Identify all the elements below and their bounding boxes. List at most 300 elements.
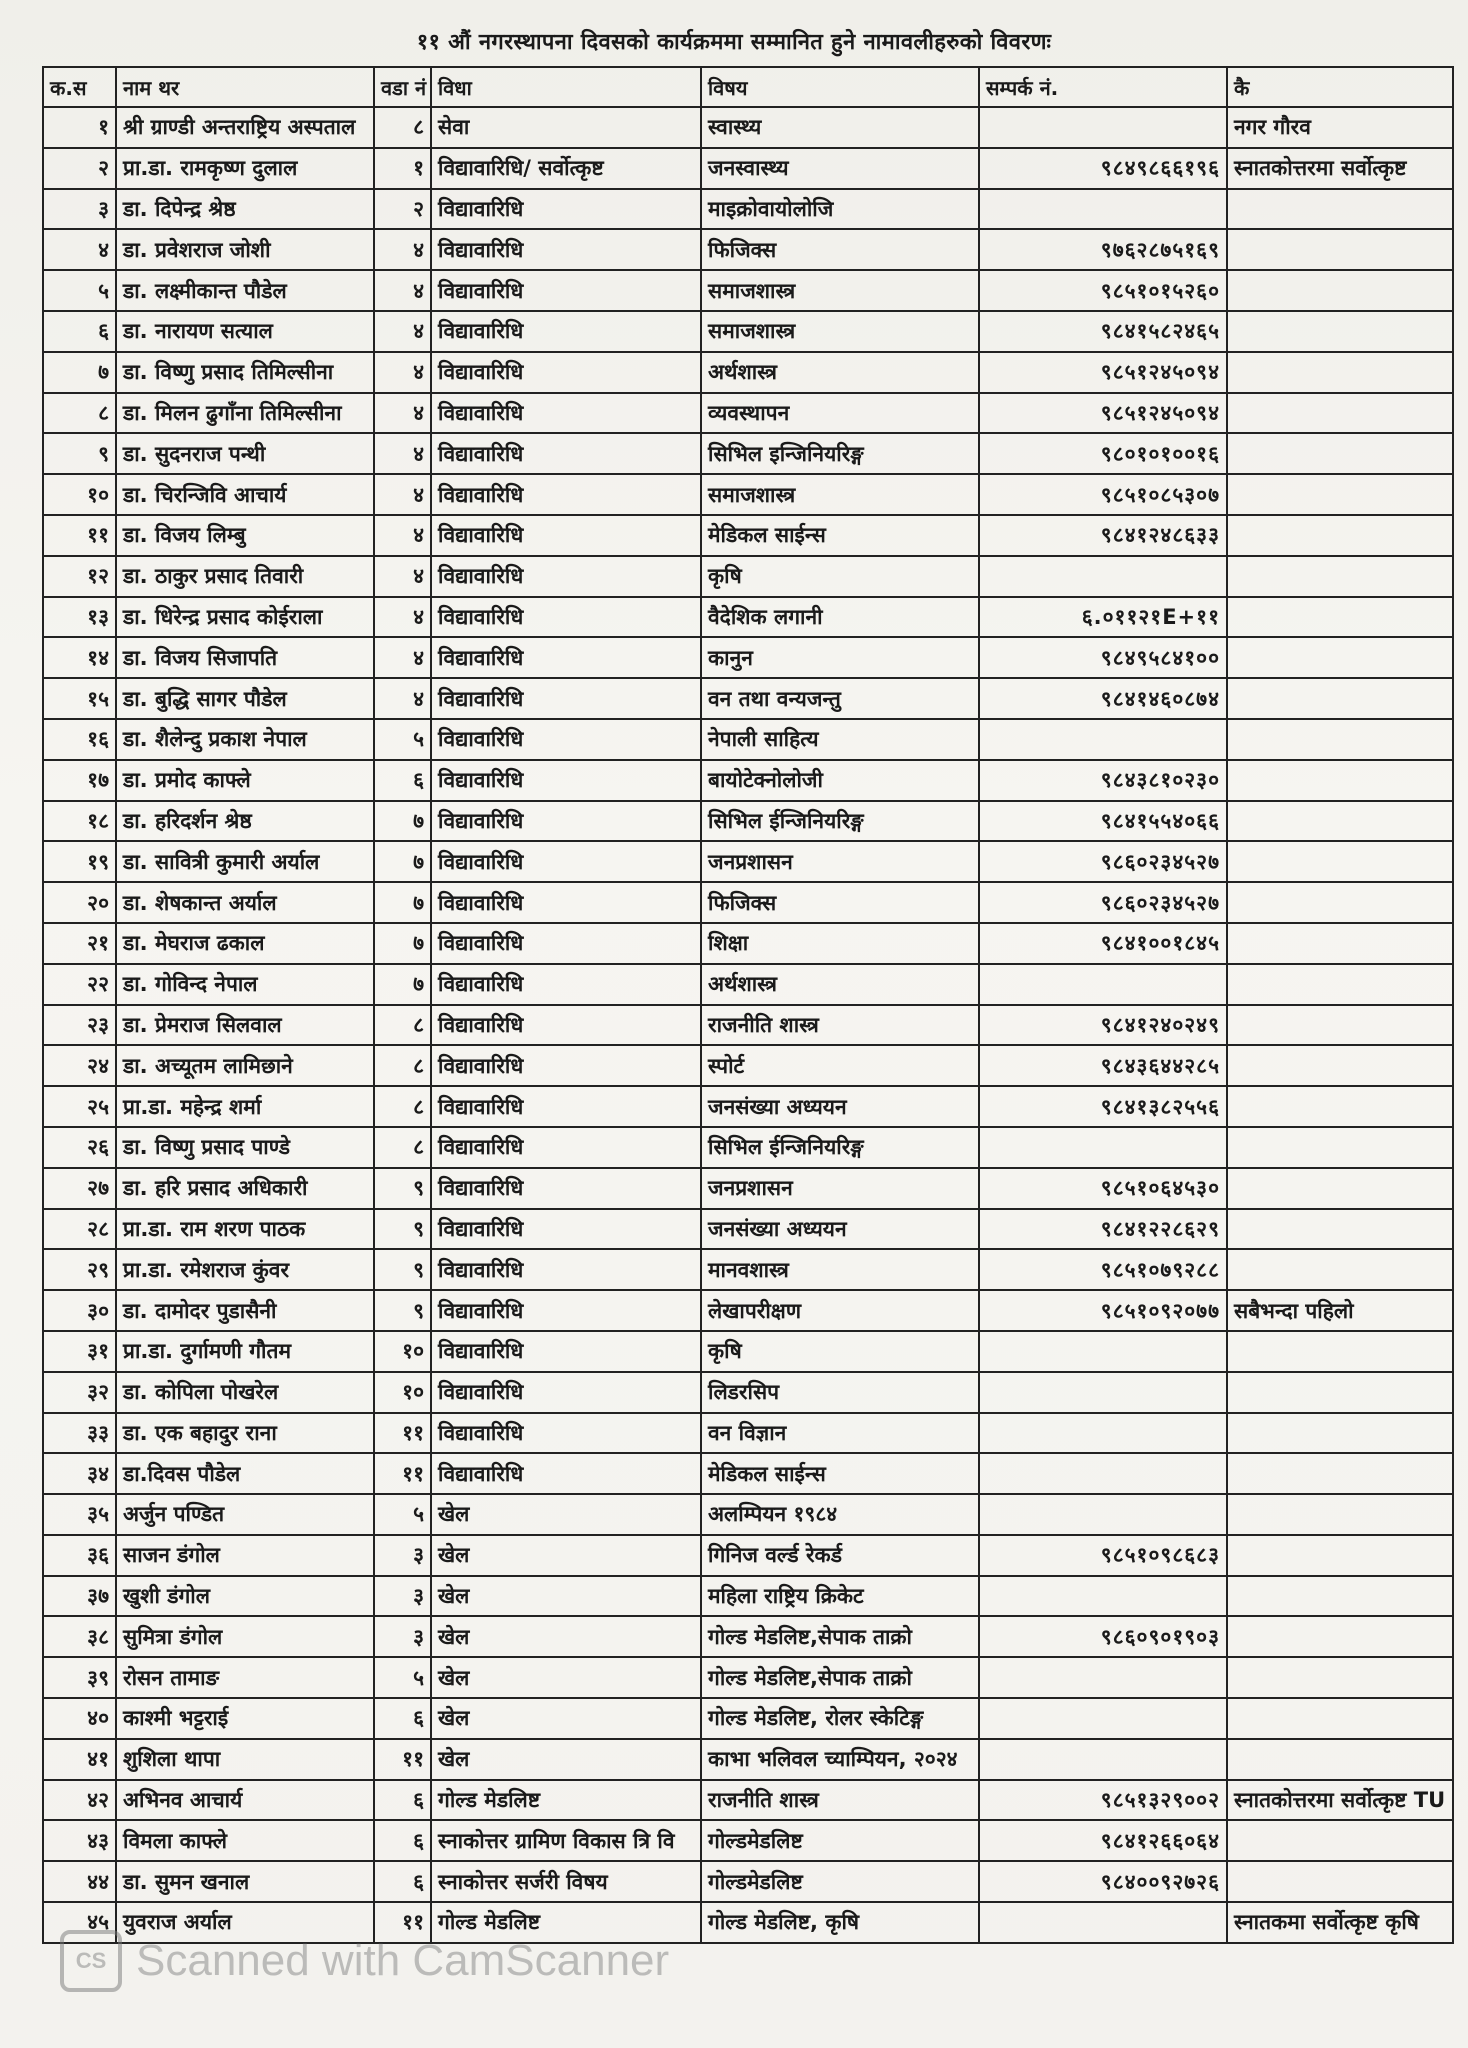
table-row: [43, 1820, 1453, 1861]
row-subject: गोल्ड मेडलिष्ट, कृषि: [701, 1902, 979, 1943]
row-remarks: [1227, 1127, 1453, 1168]
table-row: [43, 1086, 1453, 1127]
row-name: डा. कोपिला पोखरेल: [116, 1372, 374, 1413]
row-field: विद्यावारिधि/ सर्वोत्कृष्ट: [431, 148, 701, 189]
row-contact: ९८५१०९८६८३: [979, 1535, 1227, 1576]
row-subject: जनप्रशासन: [701, 1168, 979, 1209]
row-field: खेल: [431, 1739, 701, 1780]
row-serial: ३३: [43, 1413, 116, 1454]
header-field: विधा: [431, 67, 701, 107]
row-subject: गोल्डमेडलिष्ट: [701, 1820, 979, 1861]
row-ward: ४: [374, 515, 431, 556]
row-subject: सिभिल ईन्जिनियरिङ्ग: [701, 1127, 979, 1168]
row-name: डा. दामोदर पुडासैनी: [116, 1290, 374, 1331]
row-subject: कृषि: [701, 1331, 979, 1372]
row-ward: ७: [374, 923, 431, 964]
table-row: [43, 1290, 1453, 1331]
row-field: विद्यावारिधि: [431, 1413, 701, 1454]
row-contact: [979, 719, 1227, 760]
row-serial: ७: [43, 352, 116, 393]
row-field: विद्यावारिधि: [431, 841, 701, 882]
table-row: [43, 1861, 1453, 1902]
row-ward: ८: [374, 1086, 431, 1127]
row-serial: १६: [43, 719, 116, 760]
row-remarks: [1227, 556, 1453, 597]
row-contact: [979, 1413, 1227, 1454]
row-subject: काभा भलिवल च्याम्पियन, २०२४: [701, 1739, 979, 1780]
row-remarks: [1227, 229, 1453, 270]
row-contact: ९८४९८६६१९६: [979, 148, 1227, 189]
row-subject: वैदेशिक लगानी: [701, 597, 979, 638]
row-ward: ९: [374, 1168, 431, 1209]
row-ward: ९: [374, 1290, 431, 1331]
row-name: डा. मेघराज ढकाल: [116, 923, 374, 964]
row-serial: ३०: [43, 1290, 116, 1331]
table-row: [43, 1739, 1453, 1780]
row-name: साजन डंगोल: [116, 1535, 374, 1576]
row-serial: ३७: [43, 1576, 116, 1617]
row-contact: ९८६०२३४५२७: [979, 841, 1227, 882]
table-row: [43, 1127, 1453, 1168]
row-subject: लेखापरीक्षण: [701, 1290, 979, 1331]
row-name: डा. सुदनराज पन्थी: [116, 433, 374, 474]
row-field: विद्यावारिधि: [431, 1331, 701, 1372]
row-remarks: [1227, 1413, 1453, 1454]
table-row: [43, 1657, 1453, 1698]
row-name: प्रा.डा. रामकृष्ण दुलाल: [116, 148, 374, 189]
row-field: विद्यावारिधि: [431, 1453, 701, 1494]
table-row: [43, 1249, 1453, 1290]
row-field: विद्यावारिधि: [431, 801, 701, 842]
row-serial: २६: [43, 1127, 116, 1168]
header-serial: क.स: [43, 67, 116, 107]
row-field: विद्यावारिधि: [431, 1127, 701, 1168]
row-serial: २३: [43, 1005, 116, 1046]
row-remarks: [1227, 1820, 1453, 1861]
table-row: [43, 637, 1453, 678]
row-subject: कानुन: [701, 637, 979, 678]
row-subject: मेडिकल साईन्स: [701, 1453, 979, 1494]
row-contact: [979, 1331, 1227, 1372]
row-subject: महिला राष्ट्रिय क्रिकेट: [701, 1576, 979, 1617]
table-row: [43, 352, 1453, 393]
row-name: डा. विष्णु प्रसाद पाण्डे: [116, 1127, 374, 1168]
table-row: [43, 311, 1453, 352]
row-remarks: [1227, 719, 1453, 760]
row-subject: सिभिल ईन्जिनियरिङ्ग: [701, 801, 979, 842]
row-subject: जनसंख्या अध्ययन: [701, 1209, 979, 1250]
row-field: खेल: [431, 1616, 701, 1657]
row-contact: ९८४१००१८४५: [979, 923, 1227, 964]
row-subject: माइक्रोवायोलोजि: [701, 189, 979, 230]
row-subject: गिनिज वर्ल्ड रेकर्ड: [701, 1535, 979, 1576]
row-name: डा. हरिदर्शन श्रेष्ठ: [116, 801, 374, 842]
row-subject: अर्थशास्त्र: [701, 352, 979, 393]
table-row: [43, 433, 1453, 474]
row-ward: ४: [374, 637, 431, 678]
row-serial: १३: [43, 597, 116, 638]
table-row: [43, 923, 1453, 964]
row-field: विद्यावारिधि: [431, 311, 701, 352]
row-contact: ९८४१२४०२४९: [979, 1005, 1227, 1046]
row-serial: ९: [43, 433, 116, 474]
row-subject: कृषि: [701, 556, 979, 597]
row-remarks: [1227, 1005, 1453, 1046]
row-ward: ७: [374, 964, 431, 1005]
row-field: विद्यावारिधि: [431, 1209, 701, 1250]
row-field: विद्यावारिधि: [431, 1045, 701, 1086]
row-name: डा. लक्ष्मीकान्त पौडेल: [116, 270, 374, 311]
row-contact: ९८५१३२९००२: [979, 1780, 1227, 1821]
row-serial: ४४: [43, 1861, 116, 1902]
row-name: प्रा.डा. महेन्द्र शर्मा: [116, 1086, 374, 1127]
row-name: अर्जुन पण्डित: [116, 1494, 374, 1535]
row-field: खेल: [431, 1657, 701, 1698]
row-ward: ५: [374, 1657, 431, 1698]
row-field: गोल्ड मेडलिष्ट: [431, 1902, 701, 1943]
row-field: विद्यावारिधि: [431, 597, 701, 638]
row-remarks: [1227, 964, 1453, 1005]
table-row: [43, 801, 1453, 842]
row-ward: ११: [374, 1902, 431, 1943]
row-name: डा.दिवस पौडेल: [116, 1453, 374, 1494]
table-row: [43, 964, 1453, 1005]
row-ward: ९: [374, 1249, 431, 1290]
row-serial: ४१: [43, 1739, 116, 1780]
row-ward: ४: [374, 352, 431, 393]
table-row: [43, 597, 1453, 638]
table-row: [43, 1698, 1453, 1739]
row-serial: १५: [43, 678, 116, 719]
row-contact: [979, 1453, 1227, 1494]
row-serial: ३२: [43, 1372, 116, 1413]
row-name: प्रा.डा. दुर्गामणी गौतम: [116, 1331, 374, 1372]
row-remarks: नगर गौरव: [1227, 107, 1453, 148]
table-row: [43, 1576, 1453, 1617]
document-title: ११ औं नगरस्थापना दिवसको कार्यक्रममा सम्मानित हुने नामावलीहरुको विवरणः: [416, 30, 1052, 55]
row-name: युवराज अर्याल: [116, 1902, 374, 1943]
row-ward: ६: [374, 1780, 431, 1821]
row-contact: ९८०१०१००१६: [979, 433, 1227, 474]
row-serial: ६: [43, 311, 116, 352]
row-subject: गोल्ड मेडलिष्ट, रोलर स्केटिङ्ग: [701, 1698, 979, 1739]
row-subject: समाजशास्त्र: [701, 474, 979, 515]
row-field: खेल: [431, 1535, 701, 1576]
table-row: [43, 1453, 1453, 1494]
row-remarks: [1227, 1086, 1453, 1127]
table-row: [43, 515, 1453, 556]
row-serial: ४०: [43, 1698, 116, 1739]
row-serial: २७: [43, 1168, 116, 1209]
row-subject: वन तथा वन्यजन्तु: [701, 678, 979, 719]
row-name: खुशी डंगोल: [116, 1576, 374, 1617]
table-row: [43, 148, 1453, 189]
row-ward: ४: [374, 270, 431, 311]
table-row: [43, 760, 1453, 801]
row-ward: ४: [374, 678, 431, 719]
row-remarks: [1227, 1045, 1453, 1086]
row-serial: १७: [43, 760, 116, 801]
row-contact: ९८५१२४५०९४: [979, 352, 1227, 393]
row-contact: ९८४१२४८६३३: [979, 515, 1227, 556]
row-name: डा. चिरन्जिवि आचार्य: [116, 474, 374, 515]
camscanner-logo-icon: CS: [60, 1930, 122, 1992]
row-ward: ७: [374, 801, 431, 842]
row-serial: २८: [43, 1209, 116, 1250]
row-name: डा. मिलन ढुगाँना तिमिल्सीना: [116, 393, 374, 434]
row-serial: १४: [43, 637, 116, 678]
row-field: विद्यावारिधि: [431, 964, 701, 1005]
row-ward: ८: [374, 1127, 431, 1168]
table-row: [43, 841, 1453, 882]
row-serial: २२: [43, 964, 116, 1005]
row-field: विद्यावारिधि: [431, 433, 701, 474]
row-name: डा. ठाकुर प्रसाद तिवारी: [116, 556, 374, 597]
table-row: [43, 1209, 1453, 1250]
row-contact: [979, 189, 1227, 230]
row-ward: १०: [374, 1372, 431, 1413]
row-ward: ७: [374, 882, 431, 923]
row-name: डा. विष्णु प्रसाद तिमिल्सीना: [116, 352, 374, 393]
row-name: डा. शैलेन्दु प्रकाश नेपाल: [116, 719, 374, 760]
row-field: विद्यावारिधि: [431, 393, 701, 434]
row-remarks: [1227, 1576, 1453, 1617]
row-name: काश्मी भट्टराई: [116, 1698, 374, 1739]
row-name: डा. शेषकान्त अर्याल: [116, 882, 374, 923]
row-name: डा. विजय लिम्बु: [116, 515, 374, 556]
table-row: [43, 556, 1453, 597]
row-ward: ६: [374, 1698, 431, 1739]
row-serial: ११: [43, 515, 116, 556]
row-ward: ९: [374, 1209, 431, 1250]
row-remarks: [1227, 1168, 1453, 1209]
row-subject: समाजशास्त्र: [701, 311, 979, 352]
row-name: अभिनव आचार्य: [116, 1780, 374, 1821]
row-name: डा. दिपेन्द्र श्रेष्ठ: [116, 189, 374, 230]
row-name: डा. नारायण सत्याल: [116, 311, 374, 352]
row-field: सेवा: [431, 107, 701, 148]
header-subject: विषय: [701, 67, 979, 107]
row-remarks: [1227, 678, 1453, 719]
row-name: श्री ग्राण्डी अन्तराष्ट्रिय अस्पताल: [116, 107, 374, 148]
row-contact: [979, 556, 1227, 597]
row-serial: २९: [43, 1249, 116, 1290]
row-field: विद्यावारिधि: [431, 1290, 701, 1331]
table-row: [43, 1616, 1453, 1657]
row-field: विद्यावारिधि: [431, 1005, 701, 1046]
row-ward: ३: [374, 1535, 431, 1576]
row-subject: सिभिल इन्जिनियरिङ्ग: [701, 433, 979, 474]
table-row: [43, 719, 1453, 760]
row-name: डा. अच्यूतम लामिछाने: [116, 1045, 374, 1086]
row-subject: समाजशास्त्र: [701, 270, 979, 311]
row-field: विद्यावारिधि: [431, 1372, 701, 1413]
row-remarks: स्नातकोत्तरमा सर्वोत्कृष्ट: [1227, 148, 1453, 189]
row-serial: ३१: [43, 1331, 116, 1372]
row-name: प्रा.डा. राम शरण पाठक: [116, 1209, 374, 1250]
row-name: विमला काफ्ले: [116, 1820, 374, 1861]
row-ward: ४: [374, 474, 431, 515]
row-field: विद्यावारिधि: [431, 189, 701, 230]
row-subject: राजनीति शास्त्र: [701, 1780, 979, 1821]
row-serial: ३५: [43, 1494, 116, 1535]
row-name: डा. हरि प्रसाद अधिकारी: [116, 1168, 374, 1209]
row-name: सुमित्रा डंगोल: [116, 1616, 374, 1657]
table-row: [43, 882, 1453, 923]
row-serial: २१: [43, 923, 116, 964]
row-subject: अलम्पियन १९८४: [701, 1494, 979, 1535]
table-row: [43, 1413, 1453, 1454]
row-ward: ४: [374, 556, 431, 597]
honorees-table: [42, 66, 1454, 1944]
row-remarks: [1227, 1209, 1453, 1250]
row-subject: व्यवस्थापन: [701, 393, 979, 434]
row-serial: ४२: [43, 1780, 116, 1821]
row-contact: ९८४१५८२४६५: [979, 311, 1227, 352]
row-ward: १: [374, 148, 431, 189]
row-name: डा. प्रवेशराज जोशी: [116, 229, 374, 270]
row-field: विद्यावारिधि: [431, 352, 701, 393]
row-contact: [979, 107, 1227, 148]
row-contact: [979, 964, 1227, 1005]
row-name: डा. प्रमोद काफ्ले: [116, 760, 374, 801]
row-name: प्रा.डा. रमेशराज कुंवर: [116, 1249, 374, 1290]
row-serial: १८: [43, 801, 116, 842]
row-contact: ९८५१०९२०७७: [979, 1290, 1227, 1331]
row-subject: मेडिकल साईन्स: [701, 515, 979, 556]
row-remarks: [1227, 1861, 1453, 1902]
row-name: रोसन तामाङ: [116, 1657, 374, 1698]
row-field: विद्यावारिधि: [431, 678, 701, 719]
row-field: खेल: [431, 1698, 701, 1739]
row-ward: १०: [374, 1331, 431, 1372]
row-remarks: स्नातकमा सर्वोत्कृष्ट कृषि: [1227, 1902, 1453, 1943]
row-ward: ८: [374, 1005, 431, 1046]
row-contact: ९८४३६४४२८५: [979, 1045, 1227, 1086]
row-field: विद्यावारिधि: [431, 882, 701, 923]
row-remarks: सबैभन्दा पहिलो: [1227, 1290, 1453, 1331]
row-contact: ९८४००९२७२६: [979, 1861, 1227, 1902]
row-serial: ४: [43, 229, 116, 270]
row-contact: ९८५१०८५३०७: [979, 474, 1227, 515]
row-field: विद्यावारिधि: [431, 1086, 701, 1127]
row-contact: ९८४१३८२५५६: [979, 1086, 1227, 1127]
row-serial: ३६: [43, 1535, 116, 1576]
row-remarks: [1227, 801, 1453, 842]
row-ward: ४: [374, 393, 431, 434]
row-subject: मानवशास्त्र: [701, 1249, 979, 1290]
row-contact: [979, 1576, 1227, 1617]
row-serial: १: [43, 107, 116, 148]
row-remarks: [1227, 189, 1453, 230]
row-subject: जनप्रशासन: [701, 841, 979, 882]
row-serial: २४: [43, 1045, 116, 1086]
row-remarks: [1227, 1331, 1453, 1372]
row-remarks: [1227, 311, 1453, 352]
row-serial: १२: [43, 556, 116, 597]
row-remarks: [1227, 1616, 1453, 1657]
row-serial: ३८: [43, 1616, 116, 1657]
row-subject: स्वास्थ्य: [701, 107, 979, 148]
row-name: डा. सुमन खनाल: [116, 1861, 374, 1902]
table-row: [43, 1780, 1453, 1821]
row-field: विद्यावारिधि: [431, 515, 701, 556]
camscanner-watermark: [60, 1930, 669, 1992]
row-contact: [979, 1494, 1227, 1535]
row-remarks: [1227, 1372, 1453, 1413]
row-ward: ५: [374, 1494, 431, 1535]
row-remarks: [1227, 597, 1453, 638]
row-ward: ३: [374, 1616, 431, 1657]
row-contact: ९८६०२३४५२७: [979, 882, 1227, 923]
row-contact: [979, 1657, 1227, 1698]
table-row: [43, 1168, 1453, 1209]
row-name: डा. प्रेमराज सिलवाल: [116, 1005, 374, 1046]
table-row: [43, 1331, 1453, 1372]
row-field: खेल: [431, 1494, 701, 1535]
table-row: [43, 1535, 1453, 1576]
row-serial: ३: [43, 189, 116, 230]
row-contact: ६.०११२१E+११: [979, 597, 1227, 638]
row-subject: राजनीति शास्त्र: [701, 1005, 979, 1046]
row-remarks: [1227, 1698, 1453, 1739]
row-contact: ९८४१२६६०६४: [979, 1820, 1227, 1861]
row-serial: ५: [43, 270, 116, 311]
row-subject: जनस्वास्थ्य: [701, 148, 979, 189]
row-contact: ९८४१४६०८७४: [979, 678, 1227, 719]
row-subject: फिजिक्स: [701, 229, 979, 270]
row-name: डा. सावित्री कुमारी अर्याल: [116, 841, 374, 882]
table-row: [43, 229, 1453, 270]
row-serial: ३४: [43, 1453, 116, 1494]
watermark-text: Scanned with CamScanner: [136, 1936, 670, 1985]
row-ward: ४: [374, 311, 431, 352]
row-ward: ४: [374, 597, 431, 638]
table-row: [43, 1494, 1453, 1535]
header-remarks: कै: [1227, 67, 1453, 107]
row-subject: गोल्डमेडलिष्ट: [701, 1861, 979, 1902]
header-ward: वडा नं: [374, 67, 431, 107]
row-field: विद्यावारिधि: [431, 719, 701, 760]
row-ward: ८: [374, 107, 431, 148]
row-remarks: [1227, 515, 1453, 556]
row-ward: ४: [374, 433, 431, 474]
row-contact: ९७६२८७५१६९: [979, 229, 1227, 270]
row-subject: नेपाली साहित्य: [701, 719, 979, 760]
row-contact: ९८५१०६४५३०: [979, 1168, 1227, 1209]
row-subject: शिक्षा: [701, 923, 979, 964]
row-subject: फिजिक्स: [701, 882, 979, 923]
row-field: विद्यावारिधि: [431, 923, 701, 964]
row-remarks: [1227, 882, 1453, 923]
row-contact: ९८४१५५४०६६: [979, 801, 1227, 842]
row-subject: गोल्ड मेडलिष्ट,सेपाक ताक्रो: [701, 1616, 979, 1657]
row-remarks: [1227, 1739, 1453, 1780]
table-row: [43, 1005, 1453, 1046]
row-serial: १०: [43, 474, 116, 515]
row-name: डा. धिरेन्द्र प्रसाद कोईराला: [116, 597, 374, 638]
table-body: [43, 107, 1453, 1943]
row-contact: ९८६०९०१९०३: [979, 1616, 1227, 1657]
row-ward: ११: [374, 1739, 431, 1780]
row-contact: [979, 1902, 1227, 1943]
row-field: विद्यावारिधि: [431, 229, 701, 270]
row-ward: ६: [374, 760, 431, 801]
row-remarks: स्नातकोत्तरमा सर्वोत्कृष्ट TU: [1227, 1780, 1453, 1821]
table-row: [43, 189, 1453, 230]
row-ward: ११: [374, 1453, 431, 1494]
row-contact: ९८४३८१०२३०: [979, 760, 1227, 801]
